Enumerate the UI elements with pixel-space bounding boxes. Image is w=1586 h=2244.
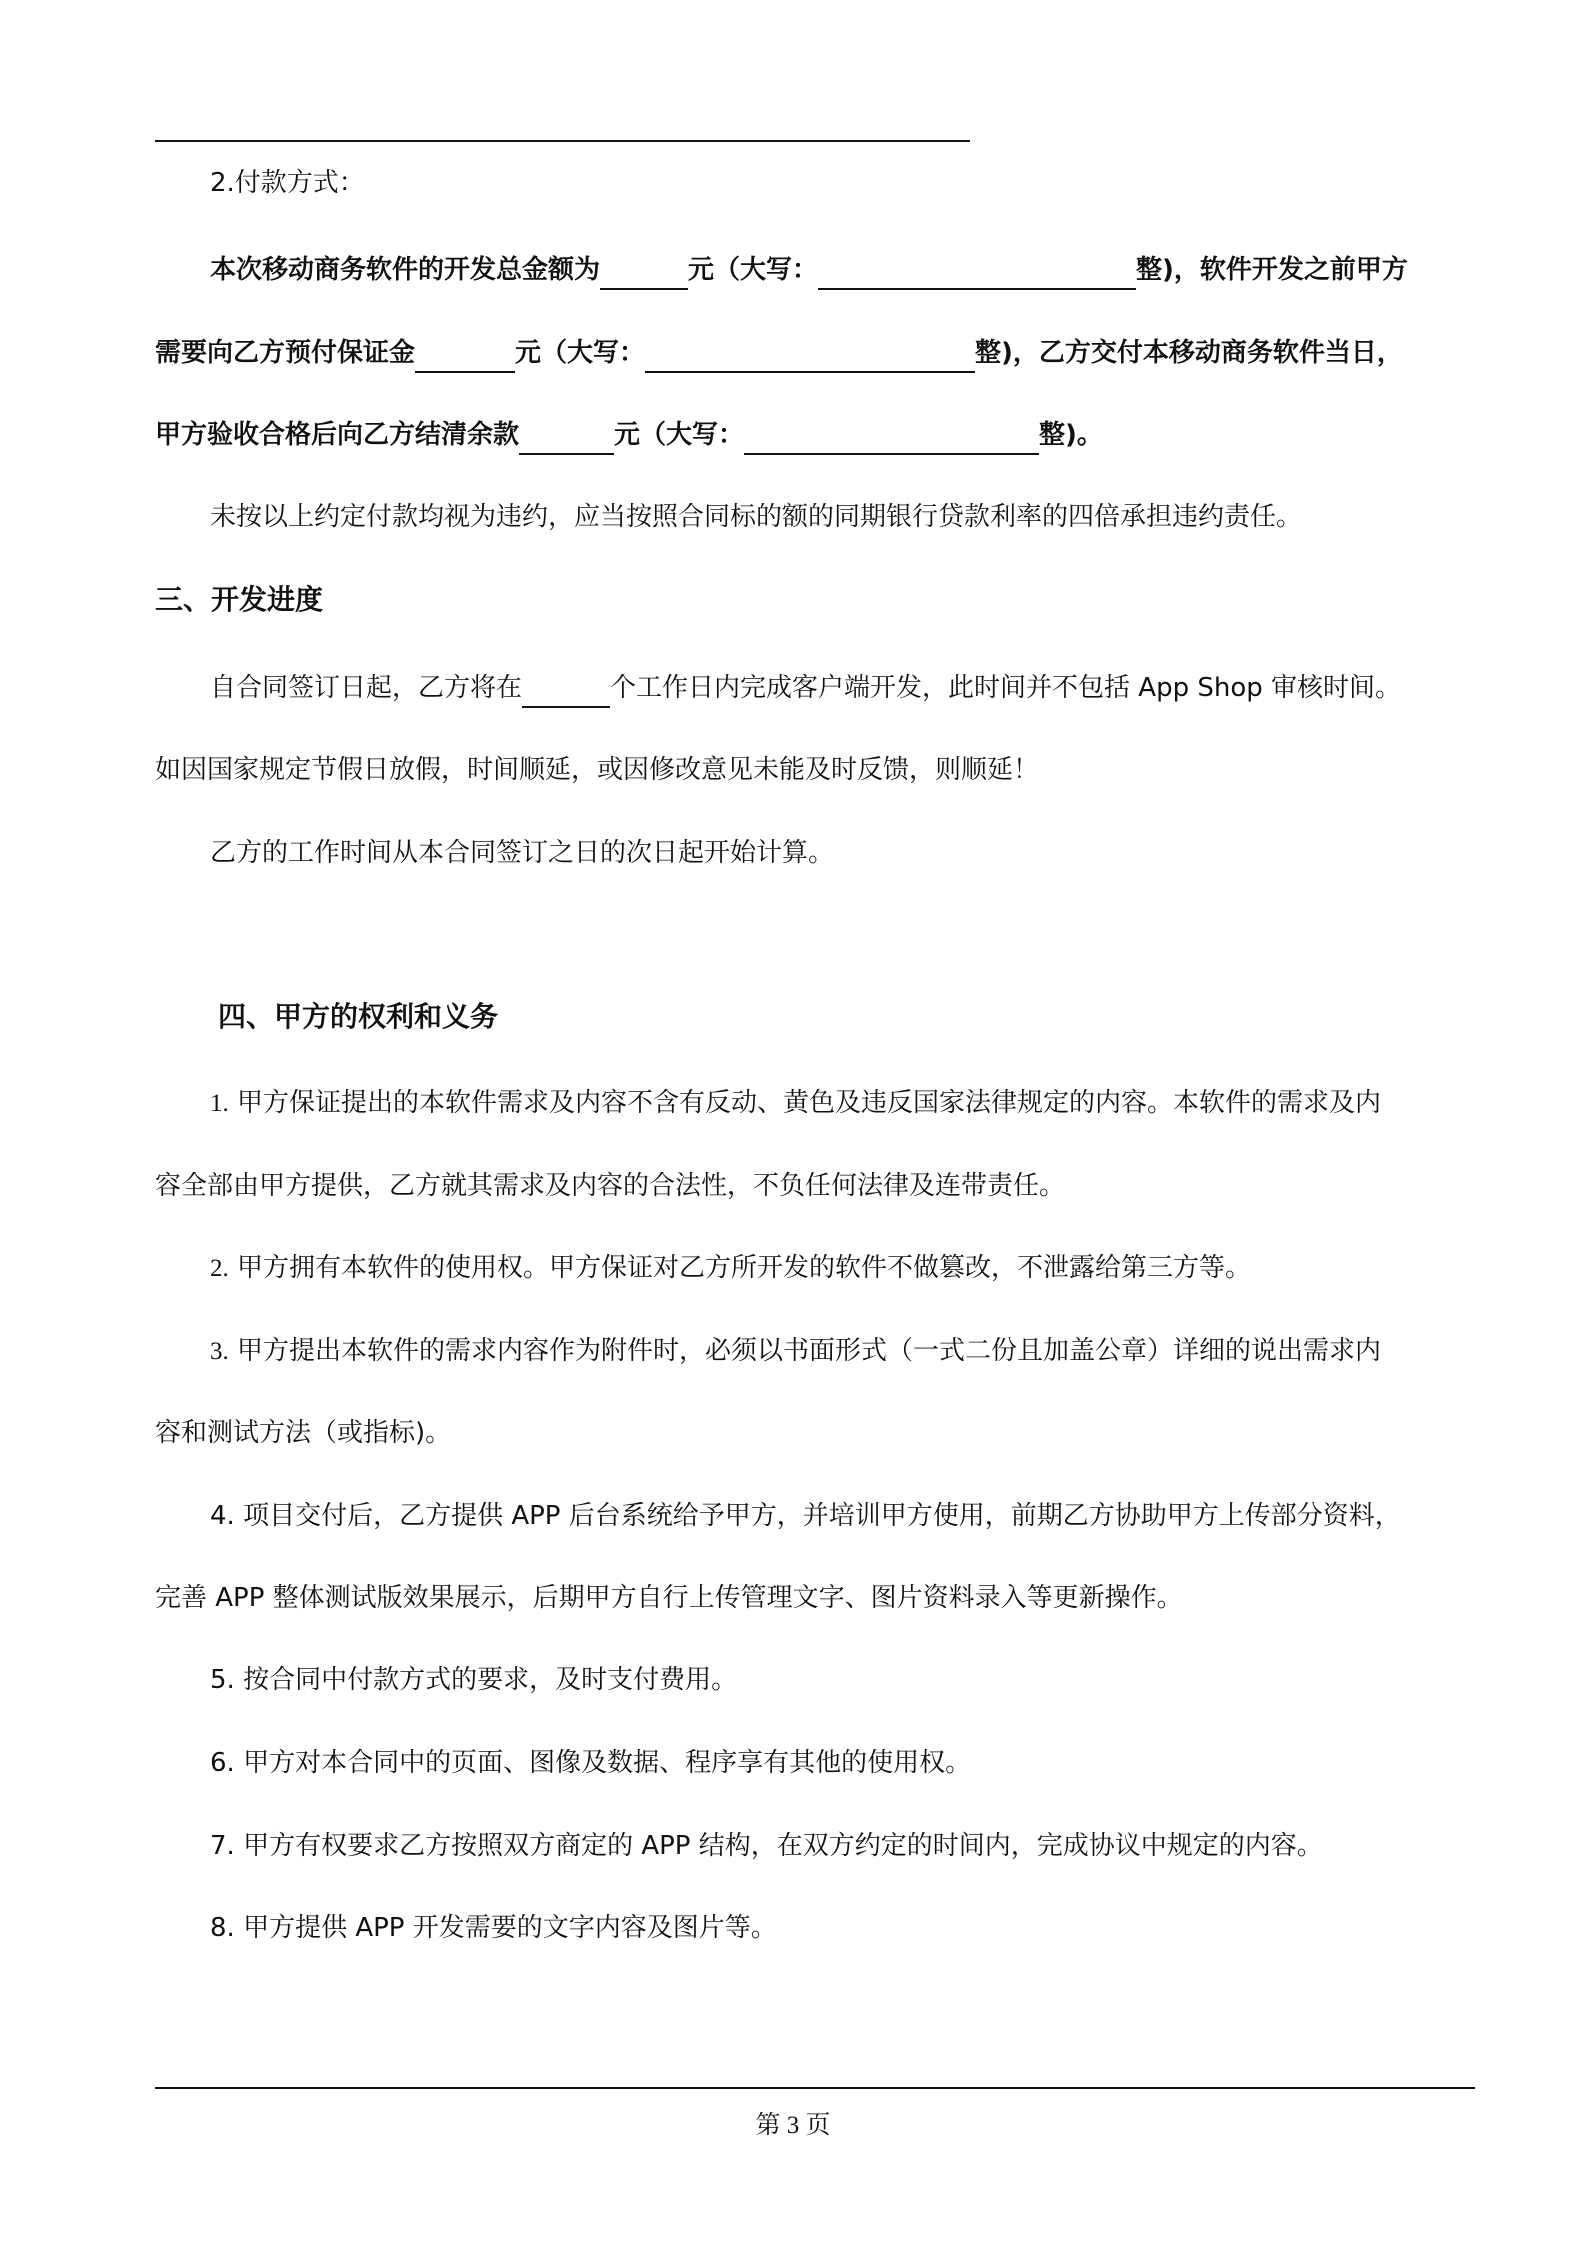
rights-item-1 [210,1083,1381,1124]
payment-line-3-text-a: 甲方验收合格后向乙方结清余款 [155,420,520,450]
rights-item-2-text: 甲方拥有本软件的使用权。甲方保证对乙方所开发的软件不做篡改，不泄露给第三方等。 [237,1253,1252,1283]
total-amount-blank[interactable] [600,258,688,290]
deposit-amount-blank[interactable] [415,341,515,373]
payment-line-3-text-c: 整)。 [1039,420,1103,450]
rights-item-7: 7. 甲方有权要求乙方按照双方商定的 APP 结构，在双方约定的时间内，完成协议中规定的内容。 [210,1831,1323,1861]
rights-item-4: 4. 项目交付后，乙方提供 APP 后台系统给予甲方，并培训甲方使用，前期乙方协助甲方上传部分资料， [210,1501,1401,1531]
balance-amount-blank[interactable] [519,423,614,455]
payment-line-1-text-b: 元（大写： [688,255,819,285]
rights-item-3-cont: 容和测试方法（或指标)。 [155,1418,452,1448]
footer-divider [155,2087,1475,2089]
rights-item-6: 6. 甲方对本合同中的页面、图像及数据、程序享有其他的使用权。 [210,1748,972,1778]
rights-item-2-number: 2. [210,1255,229,1282]
payment-line-2-text-a: 需要向乙方预付保证金 [155,338,416,368]
rights-item-3-text: 甲方提出本软件的需求内容作为附件时，必须以书面形式（一式二份且加盖公章）详细的说出需求内 [237,1336,1382,1366]
schedule-paragraph-2: 乙方的工作时间从本合同签订之日的次日起开始计算。 [210,838,835,868]
payment-line-2 [155,333,1403,373]
rights-item-5: 5. 按合同中付款方式的要求，及时支付费用。 [210,1665,738,1695]
schedule-heading: 三、开发进度 [155,583,324,616]
schedule-text-b: 个工作日内完成客户端开发，此时间并不包括 App Shop 审核时间。 [610,673,1401,703]
rights-item-1-text: 甲方保证提出的本软件需求及内容不含有反动、黄色及违反国家法律规定的内容。本软件的需求及内 [237,1088,1382,1118]
workdays-blank[interactable] [522,676,610,708]
payment-line-2-text-b: 元（大写： [515,338,646,368]
schedule-paragraph-1 [210,668,1401,708]
rights-item-1-number: 1. [210,1090,229,1117]
payment-line-2-text-c: 整)，乙方交付本移动商务软件当日， [975,338,1403,368]
payment-line-1-text-c: 整)，软件开发之前甲方 [1136,255,1408,285]
payment-line-1 [210,250,1408,290]
payment-line-3 [155,415,1103,455]
top-divider [155,140,970,142]
balance-uppercase-blank[interactable] [744,423,1039,455]
deposit-uppercase-blank[interactable] [645,341,975,373]
rights-item-8: 8. 甲方提供 APP 开发需要的文字内容及图片等。 [210,1913,777,1943]
rights-item-4-cont: 完善 APP 整体测试版效果展示，后期甲方自行上传管理文字、图片资料录入等更新操作。 [155,1583,1183,1613]
total-amount-uppercase-blank[interactable] [818,258,1136,290]
schedule-paragraph-1-cont: 如因国家规定节假日放假，时间顺延，或因修改意见未能及时反馈，则顺延！ [155,755,1040,785]
rights-item-2 [210,1248,1251,1289]
payment-line-3-text-b: 元（大写： [614,420,745,450]
schedule-text-a: 自合同签订日起，乙方将在 [210,673,523,703]
penalty-clause: 未按以上约定付款均视为违约，应当按照合同标的额的同期银行贷款利率的四倍承担违约责任。 [210,502,1303,532]
rights-item-1-cont: 容全部由甲方提供，乙方就其需求及内容的合法性，不负任何法律及连带责任。 [155,1171,1066,1201]
page-number: 第 3 页 [755,2112,831,2139]
rights-heading: 四、甲方的权利和义务 [218,1000,499,1033]
rights-item-3 [210,1331,1381,1372]
payment-line-1-text-a: 本次移动商务软件的开发总金额为 [210,255,601,285]
rights-item-3-number: 3. [210,1338,229,1365]
payment-title: 2.付款方式： [210,168,365,198]
